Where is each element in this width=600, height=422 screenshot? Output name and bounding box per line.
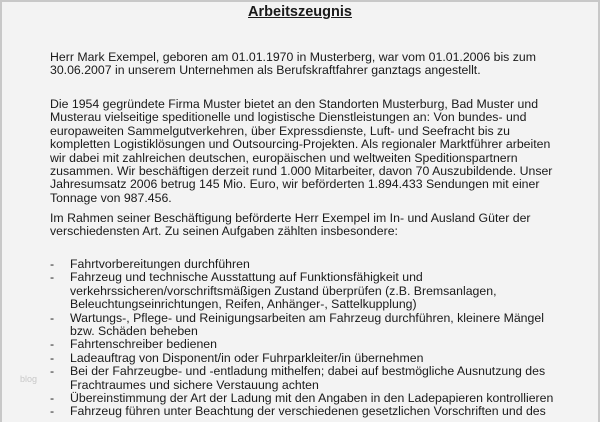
list-item (50, 271, 553, 311)
list-dash: - (50, 270, 55, 285)
list-dash: - (50, 310, 55, 325)
list-dash: - (50, 390, 55, 405)
list-item-line: Fahrzeug führen unter Beachtung der verschiedenen gesetzlichen Vorschriften und des (70, 404, 546, 419)
paragraph-line: verschiedensten Art. Zu seinen Aufgaben zählten insbesondere: (50, 224, 398, 239)
list-item-line: verkehrssicheren/vorschriftsmäßigen Zustand überprüfen (z.B. Bremsanlagen, (70, 283, 497, 298)
list-item-line: Fahrtvorbereitungen durchführen (70, 257, 250, 271)
paragraph-line: Jahresumsatz 2006 betrug 145 Mio. Euro, wir beförderten 1.894.433 Sendungen mit einer (50, 177, 540, 192)
list-item (50, 405, 553, 418)
list-dash: - (50, 350, 55, 365)
list-item-line: Ladeauftrag von Disponent/in oder Fuhrparkleiter/in übernehmen (70, 350, 424, 365)
list-item (50, 312, 553, 339)
list-dash: - (50, 404, 55, 419)
list-item-line: Beleuchtungseinrichtungen, Reifen, Anhänger-, Sattelkupplung) (70, 297, 417, 312)
list-item (50, 365, 553, 392)
list-item-line: Wartungs-, Pflege- und Reinigungsarbeiten am Fahrzeug durchführen, kleinere Mängel (70, 310, 544, 325)
intro-paragraph (50, 51, 536, 78)
paragraph-line: Musterau vielseitige speditionelle und logistische Dienstleistungen an: Von bundes- und (50, 110, 527, 125)
watermark: blog (20, 374, 38, 384)
list-item-line: Fahrtenschreiber bedienen (70, 337, 217, 352)
paragraph-line: Herr Mark Exempel, geboren am 01.01.1970 in Musterberg, war vom 01.01.2006 bis zum (50, 50, 536, 64)
list-item-line: Bei der Fahrzeugbe- und -entladung mithelfen; dabei auf bestmögliche Ausnutzung des (70, 364, 546, 379)
list-item-line: Fahrzeug und technische Ausstattung auf Funktionsfähigkeit und (70, 270, 423, 285)
list-item (50, 258, 553, 271)
list-item-line: Frachtraumes und sichere Verstauung achten (70, 377, 319, 392)
paragraph-line: 30.06.2007 in unserem Unternehmen als Berufskraftfahrer ganztags angestellt. (50, 63, 481, 78)
list-item (50, 392, 553, 405)
list-dash: - (50, 337, 55, 352)
list-item (50, 338, 553, 351)
list-item (50, 352, 553, 365)
list-dash: - (50, 364, 55, 379)
paragraph-line: europaweiten Sammelgutverkehren, über Expressdienste, Luft- und Seefracht bis zu (50, 123, 511, 138)
task-list (50, 258, 553, 419)
paragraph-line: wir dabei mit zahlreichen deutschen, europäischen und weltweiten Speditionspartnern (50, 150, 518, 165)
paragraph-line: zusammen. Wir beschäftigen derzeit rund 1.000 Mitarbeiter, davon 70 Auszubildende. Unser (50, 163, 553, 178)
paragraph-line: Die 1954 gegründete Firma Muster bietet an den Standorten Musterburg, Bad Muster und (50, 97, 539, 111)
document-title: Arbeitszeugnis (248, 4, 352, 20)
company-paragraph (50, 98, 552, 205)
paragraph-line: Im Rahmen seiner Beschäftigung beförderte Herr Exempel im In- und Ausland Güter der (50, 211, 531, 225)
list-dash: - (50, 257, 55, 271)
list-item-line: Übereinstimmung der Art der Ladung mit den Angaben in den Ladepapieren kontrollieren (70, 390, 554, 405)
paragraph-line: kompletten Logistiklösungen und Outsourcing-Projekten. Als regionaler Marktführer arbeiten (50, 137, 551, 152)
duties-intro-paragraph (50, 212, 531, 239)
list-item-line: bzw. Schäden beheben (70, 323, 198, 338)
paragraph-line: Tonnage von 987.456. (50, 190, 172, 205)
